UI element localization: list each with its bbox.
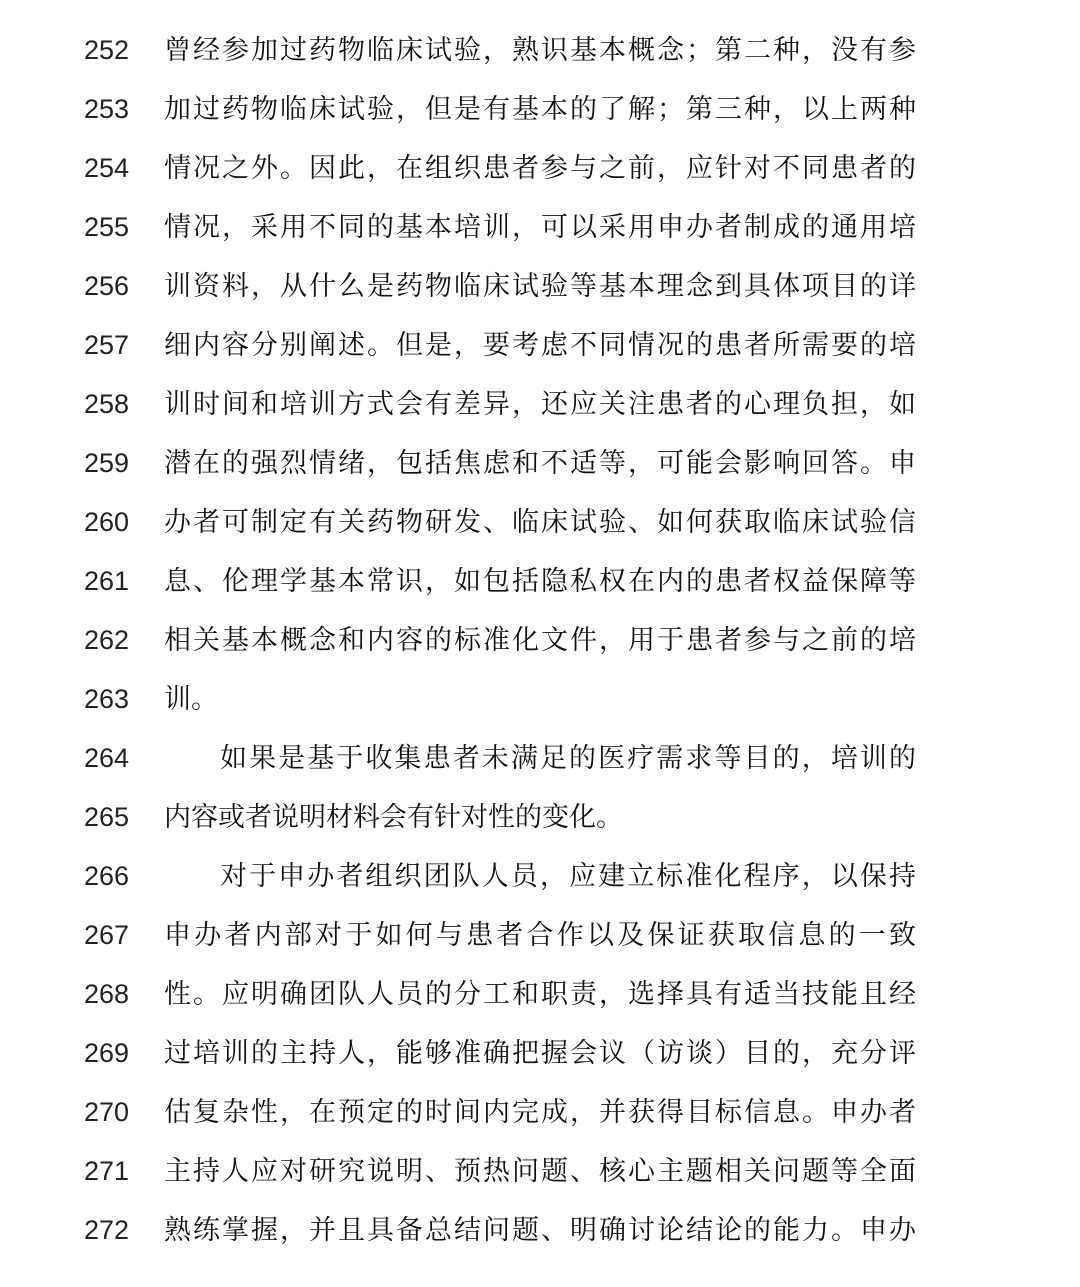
- document-line: [0, 257, 1080, 316]
- line-text: 相关基本概念和内容的标准化文件，用于患者参与之前的培: [164, 625, 916, 656]
- line-text: 情况，采用不同的基本培训，可以采用申办者制成的通用培: [164, 212, 916, 243]
- line-number: 272: [84, 1215, 130, 1245]
- line-text: 潜在的强烈情绪，包括焦虑和不适等，可能会影响回答。申: [164, 448, 916, 479]
- line-text: 训时间和培训方式会有差异，还应关注患者的心理负担，如: [164, 389, 916, 420]
- document-line: [0, 375, 1080, 434]
- line-number: 264: [84, 743, 130, 773]
- document-line: [0, 906, 1080, 965]
- line-text: 曾经参加过药物临床试验，熟识基本概念；第二种，没有参: [164, 35, 916, 66]
- line-number: 268: [84, 979, 130, 1009]
- line-text: 训。: [164, 684, 218, 715]
- line-text: 对于申办者组织团队人员，应建立标准化程序，以保持: [220, 861, 916, 892]
- line-number: 258: [84, 389, 130, 419]
- document-line: [0, 729, 1080, 788]
- document-line: [0, 552, 1080, 611]
- document-line: [0, 1083, 1080, 1142]
- line-number: 270: [84, 1097, 130, 1127]
- line-number: 267: [84, 920, 130, 950]
- document-line: [0, 788, 1080, 847]
- line-number: 252: [84, 35, 130, 65]
- line-text: 过培训的主持人，能够准确把握会议（访谈）目的，充分评: [164, 1038, 916, 1069]
- line-text: 细内容分别阐述。但是，要考虑不同情况的患者所需要的培: [164, 330, 916, 361]
- line-number: 265: [84, 802, 130, 832]
- line-number: 262: [84, 625, 130, 655]
- line-text: 息、伦理学基本常识，如包括隐私权在内的患者权益保障等: [164, 566, 916, 597]
- document-line: [0, 80, 1080, 139]
- line-number: 259: [84, 448, 130, 478]
- document-line: [0, 1024, 1080, 1083]
- document-line: [0, 198, 1080, 257]
- line-number: 256: [84, 271, 130, 301]
- line-text: 加过药物临床试验，但是有基本的了解；第三种，以上两种: [164, 94, 916, 125]
- line-text: 估复杂性，在预定的时间内完成，并获得目标信息。申办者: [164, 1097, 916, 1128]
- document-line: [0, 965, 1080, 1024]
- line-text: 主持人应对研究说明、预热问题、核心主题相关问题等全面: [164, 1156, 916, 1187]
- document-line: [0, 434, 1080, 493]
- line-text: 性。应明确团队人员的分工和职责，选择具有适当技能且经: [164, 979, 916, 1010]
- line-number: 269: [84, 1038, 130, 1068]
- line-text: 内容或者说明材料会有针对性的变化。: [164, 802, 623, 833]
- line-text: 情况之外。因此，在组织患者参与之前，应针对不同患者的: [164, 153, 916, 184]
- line-text: 申办者内部对于如何与患者合作以及保证获取信息的一致: [164, 920, 916, 951]
- document-line: [0, 670, 1080, 729]
- line-number: 266: [84, 861, 130, 891]
- document-line: [0, 611, 1080, 670]
- line-number: 271: [84, 1156, 130, 1186]
- document-line: [0, 21, 1080, 80]
- document-line: [0, 1142, 1080, 1201]
- line-text: 熟练掌握，并且具备总结问题、明确讨论结论的能力。申办: [164, 1215, 916, 1246]
- line-number: 254: [84, 153, 130, 183]
- line-text: 办者可制定有关药物研发、临床试验、如何获取临床试验信: [164, 507, 916, 538]
- line-text: 训资料，从什么是药物临床试验等基本理念到具体项目的详: [164, 271, 916, 302]
- line-number: 257: [84, 330, 130, 360]
- line-number: 253: [84, 94, 130, 124]
- line-number: 261: [84, 566, 130, 596]
- document-line: [0, 316, 1080, 375]
- line-text: 如果是基于收集患者未满足的医疗需求等目的，培训的: [220, 743, 916, 774]
- document-line: [0, 1201, 1080, 1260]
- line-number: 255: [84, 212, 130, 242]
- document-line: [0, 139, 1080, 198]
- line-number: 263: [84, 684, 130, 714]
- document-line: [0, 847, 1080, 906]
- line-number: 260: [84, 507, 130, 537]
- document-line: [0, 493, 1080, 552]
